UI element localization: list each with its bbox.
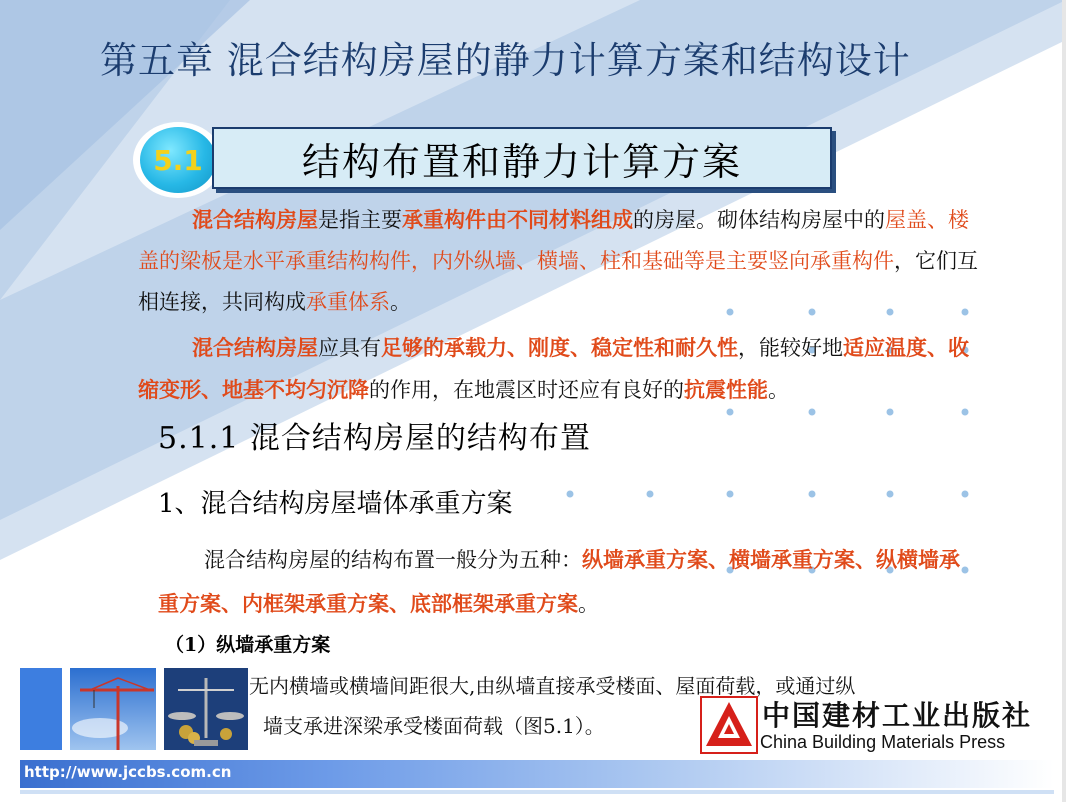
section-number-badge bbox=[133, 122, 223, 198]
publisher-name-cn: 中国建材工业出版社 bbox=[762, 699, 1033, 732]
para1-emph-b: 屋盖、楼盖的梁板是水平承重结构构件，内外纵墙、横墙、柱和基础等是主要竖向承重构件 bbox=[138, 208, 969, 273]
para2-text-a: 应具有 bbox=[318, 336, 381, 360]
para2-emph-c: 抗震性能 bbox=[684, 377, 768, 402]
para1-text-c: ，它们互相连接，共同构成 bbox=[138, 249, 978, 314]
section-number: 5.1 bbox=[140, 127, 216, 193]
slide-edge bbox=[1062, 0, 1066, 802]
para4-line2: 墙支承进深梁承受楼面荷载（图5.1）。 bbox=[263, 714, 605, 738]
para1-text-b: 的房屋。砌体结构房屋中的 bbox=[633, 208, 885, 232]
heading-longitudinal-wall: （1）纵墙承重方案 bbox=[165, 634, 331, 656]
crane-image bbox=[70, 668, 156, 750]
footer-url[interactable]: http://www.jccbs.com.cn bbox=[24, 763, 232, 781]
heading-5-1-1: 5.1.1 混合结构房屋的结构布置 bbox=[158, 421, 591, 456]
paragraph-1 bbox=[138, 199, 988, 323]
publisher-name-en: China Building Materials Press bbox=[760, 732, 1006, 752]
paragraph-3 bbox=[158, 538, 978, 626]
para2-emph-a: 足够的承载力、刚度、稳定性和耐久性 bbox=[381, 335, 738, 360]
para2-text-d: 。 bbox=[768, 378, 789, 402]
para3-text-a: 混合结构房屋的结构布置一般分为五种： bbox=[204, 548, 582, 572]
publisher-logo bbox=[700, 694, 1040, 756]
chapter-title: 第五章 混合结构房屋的静力计算方案和结构设计 bbox=[100, 39, 911, 82]
para1-text-d: 。 bbox=[390, 290, 411, 314]
para3-text-b: 。 bbox=[578, 592, 599, 616]
para1-text-a: 是指主要 bbox=[318, 208, 402, 232]
para4-line1: 无内横墙或横墙间距很大,由纵墙直接承受楼面、屋面荷载，或通过纵 bbox=[249, 674, 856, 698]
para2-emph-b: 适应温度、收缩变形、地基不均匀沉降 bbox=[138, 335, 969, 402]
photo-strip bbox=[20, 668, 248, 750]
para1-term: 混合结构房屋 bbox=[192, 207, 318, 232]
publisher-emblem-icon bbox=[700, 696, 758, 754]
para2-text-c: 的作用，在地震区时还应有良好的 bbox=[369, 378, 684, 402]
para1-emph-c: 承重体系 bbox=[306, 290, 390, 314]
heading-bearing-schemes: 1、混合结构房屋墙体承重方案 bbox=[158, 489, 513, 519]
para3-schemes: 纵墙承重方案、横墙承重方案、纵横墙承重方案、内框架承重方案、底部框架承重方案 bbox=[158, 547, 960, 616]
para2-term: 混合结构房屋 bbox=[192, 335, 318, 360]
section-title: 结构布置和静力计算方案 bbox=[212, 127, 832, 189]
blue-block-image bbox=[20, 668, 62, 750]
scale-coins-image bbox=[164, 668, 248, 750]
para2-text-b: ，能较好地 bbox=[738, 336, 843, 360]
para1-emph-a: 承重构件由不同材料组成 bbox=[402, 207, 633, 232]
paragraph-2 bbox=[138, 327, 988, 411]
footer-underline bbox=[20, 790, 1054, 794]
